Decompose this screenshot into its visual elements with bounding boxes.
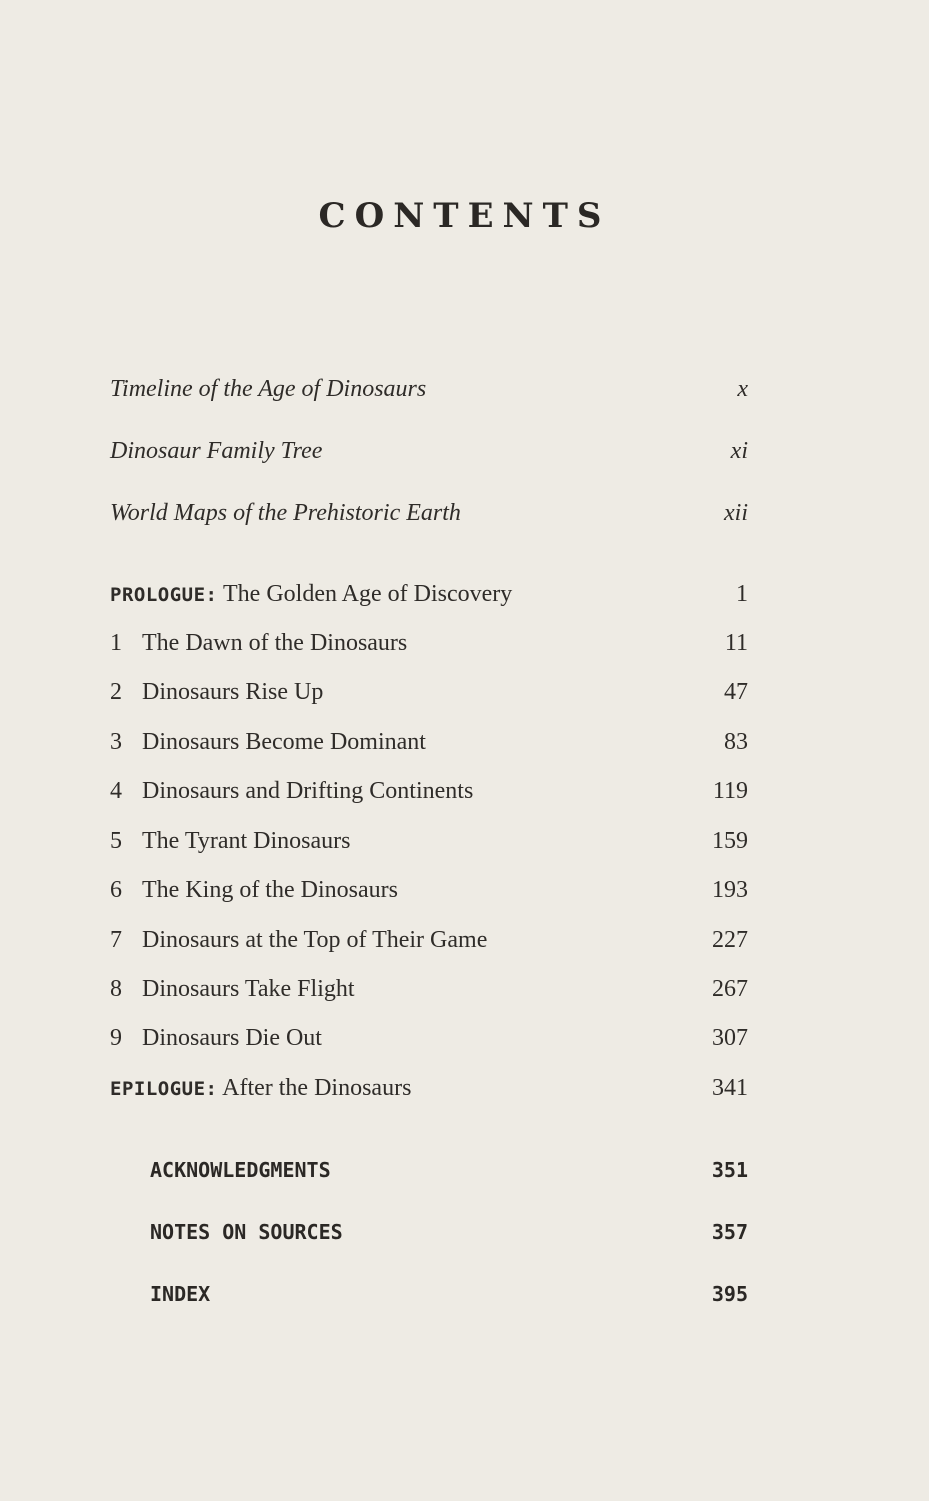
toc-entry-label: After the Dinosaurs bbox=[217, 1075, 412, 1101]
toc-entry-family-tree[interactable] bbox=[110, 431, 748, 471]
toc-page-number: x bbox=[737, 376, 748, 402]
toc-entry-label: The Golden Age of Discovery bbox=[217, 581, 513, 607]
toc-chapter-5[interactable] bbox=[110, 821, 748, 861]
page-title: CONTENTS bbox=[318, 196, 611, 236]
toc-page-number: 83 bbox=[724, 729, 748, 755]
toc-chapter-4[interactable] bbox=[110, 771, 748, 811]
toc-entry-label: The King of the Dinosaurs bbox=[142, 877, 398, 903]
toc-page-number: 1 bbox=[736, 581, 748, 607]
chapter-number: 5 bbox=[110, 828, 122, 854]
toc-entry-label: Dinosaurs Die Out bbox=[142, 1025, 322, 1051]
toc-entry-label: ACKNOWLEDGMENTS bbox=[150, 1158, 331, 1182]
toc-page-number: xii bbox=[724, 500, 748, 526]
toc-page-number: 11 bbox=[724, 630, 748, 656]
chapter-number: 2 bbox=[110, 679, 122, 705]
toc-page-number: 159 bbox=[712, 828, 748, 854]
toc-entry-prologue[interactable] bbox=[110, 574, 748, 614]
toc-entry-label: Dinosaurs Become Dominant bbox=[142, 729, 426, 755]
toc-entry-notes-on-sources[interactable] bbox=[150, 1212, 748, 1252]
toc-chapter-2[interactable] bbox=[110, 672, 748, 712]
toc-chapter-9[interactable] bbox=[110, 1018, 748, 1058]
toc-page-number: 267 bbox=[712, 976, 748, 1002]
toc-entry-label: Dinosaur Family Tree bbox=[110, 438, 323, 464]
toc-entry-label: Dinosaurs Rise Up bbox=[142, 679, 324, 705]
toc-page-number: 119 bbox=[712, 778, 748, 804]
toc-page-number: 351 bbox=[711, 1158, 748, 1182]
toc-chapter-1[interactable] bbox=[110, 623, 748, 663]
toc-entry-epilogue[interactable] bbox=[110, 1068, 748, 1108]
toc-page-number: 357 bbox=[711, 1220, 748, 1244]
toc-page-number: 395 bbox=[711, 1282, 748, 1306]
toc-chapter-8[interactable] bbox=[110, 969, 748, 1009]
toc-chapter-3[interactable] bbox=[110, 722, 748, 762]
chapter-number: 9 bbox=[110, 1025, 122, 1051]
toc-entry-label: NOTES ON SOURCES bbox=[150, 1220, 343, 1244]
chapter-number: 3 bbox=[110, 729, 122, 755]
toc-entry-index[interactable] bbox=[150, 1274, 748, 1314]
chapter-number: 4 bbox=[110, 778, 122, 804]
toc-chapter-6[interactable] bbox=[110, 870, 748, 910]
toc-prologue-prefix: PROLOGUE: bbox=[110, 584, 218, 606]
toc-entry-label: The Tyrant Dinosaurs bbox=[142, 828, 351, 854]
toc-entry-label: Dinosaurs at the Top of Their Game bbox=[142, 927, 488, 953]
toc-chapter-7[interactable] bbox=[110, 920, 748, 960]
chapter-number: 8 bbox=[110, 976, 122, 1002]
toc-entry-world-maps[interactable] bbox=[110, 493, 748, 533]
toc-entry-label: Timeline of the Age of Dinosaurs bbox=[110, 376, 427, 402]
chapter-number: 6 bbox=[110, 877, 122, 903]
toc-entry-label: Dinosaurs and Drifting Continents bbox=[142, 778, 474, 804]
toc-entry-label: World Maps of the Prehistoric Earth bbox=[110, 500, 461, 526]
chapter-number: 7 bbox=[110, 927, 122, 953]
toc-page-number: 47 bbox=[724, 679, 748, 705]
chapter-number: 1 bbox=[110, 630, 122, 656]
toc-epilogue-prefix: EPILOGUE: bbox=[110, 1078, 218, 1100]
toc-entry-label: The Dawn of the Dinosaurs bbox=[142, 630, 408, 656]
toc-entry-label: INDEX bbox=[150, 1282, 211, 1306]
toc-page-number: xi bbox=[730, 438, 748, 464]
toc-page-number: 227 bbox=[712, 927, 748, 953]
toc-entry-timeline[interactable] bbox=[110, 369, 748, 409]
toc-page-number: 307 bbox=[712, 1025, 748, 1051]
toc-page-number: 341 bbox=[712, 1075, 748, 1101]
toc-entry-acknowledgments[interactable] bbox=[150, 1150, 748, 1190]
toc-entry-label: Dinosaurs Take Flight bbox=[142, 976, 355, 1002]
toc-page-number: 193 bbox=[712, 877, 748, 903]
